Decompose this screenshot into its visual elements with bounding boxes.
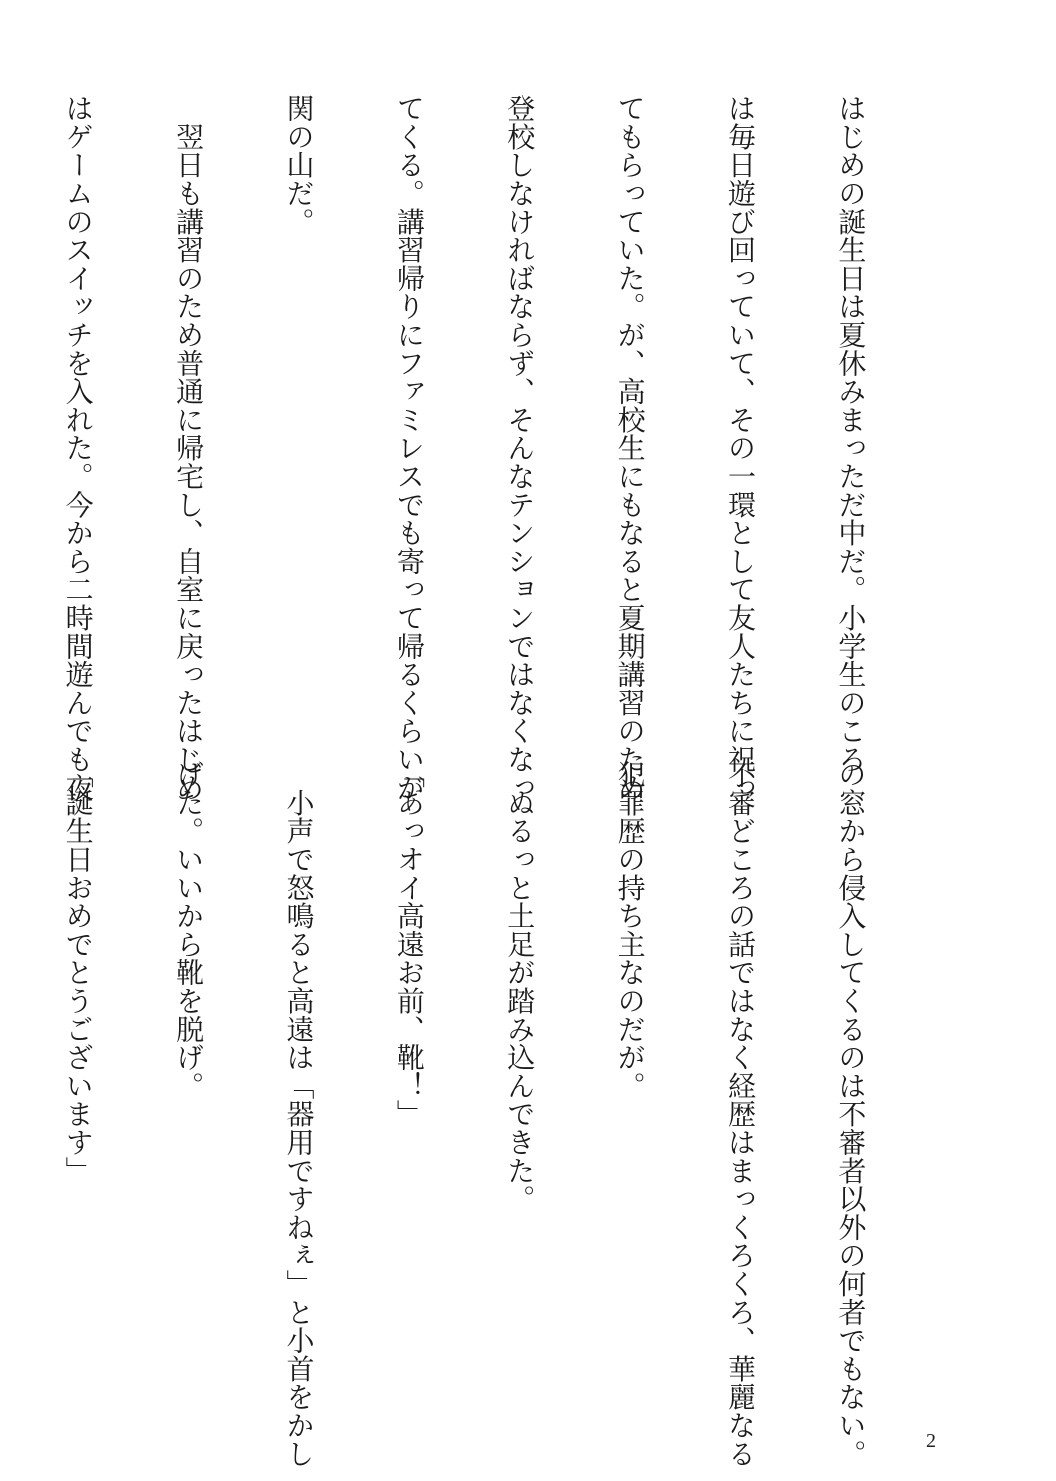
text-line: ぬるっと土足が踏み込んできた。 [503,760,537,1213]
text-line: 小声で怒鳴ると高遠は「器用ですねぇ」と小首をかし [282,760,316,1468]
page-number: 2 [926,1430,936,1452]
text-line: 不審どころの話ではなく経歴はまっくろくろ、華麗なる [724,760,758,1468]
text-line: 関の山だ。 [282,94,316,236]
text-line: はゲームのスイッチを入れた。今から二時間遊んでも夜 [61,94,95,802]
text-line: 犯罪歴の持ち主なのだが。 [613,760,647,1100]
text-block-top [61,94,942,802]
text-line: 登校しなければならず、そんなテンションではなくなっ [503,94,537,802]
text-line: てもらっていた。が、高校生にもなると夏期講習のため [613,94,647,802]
text-line: げた。いいから靴を脱げ。 [172,760,206,1100]
text-line: 翌日も講習のため普通に帰宅し、自室に戻ったはじめ [172,94,206,802]
text-block-bottom [61,760,942,1468]
text-line: はじめの誕生日は夏休みまっただ中だ。小学生のころ [834,94,868,774]
text-line: 「誕生日おめでとうございます」 [61,760,95,1185]
text-line: 「あっオイ高遠お前、靴！」 [392,760,426,1128]
text-line: は毎日遊び回っていて、その一環として友人たちに祝っ [724,94,758,802]
text-line: の窓から侵入してくるのは不審者以外の何者でもない。 [834,760,868,1468]
text-line: てくる。講習帰りにファミレスでも寄って帰るくらいが [392,94,426,802]
